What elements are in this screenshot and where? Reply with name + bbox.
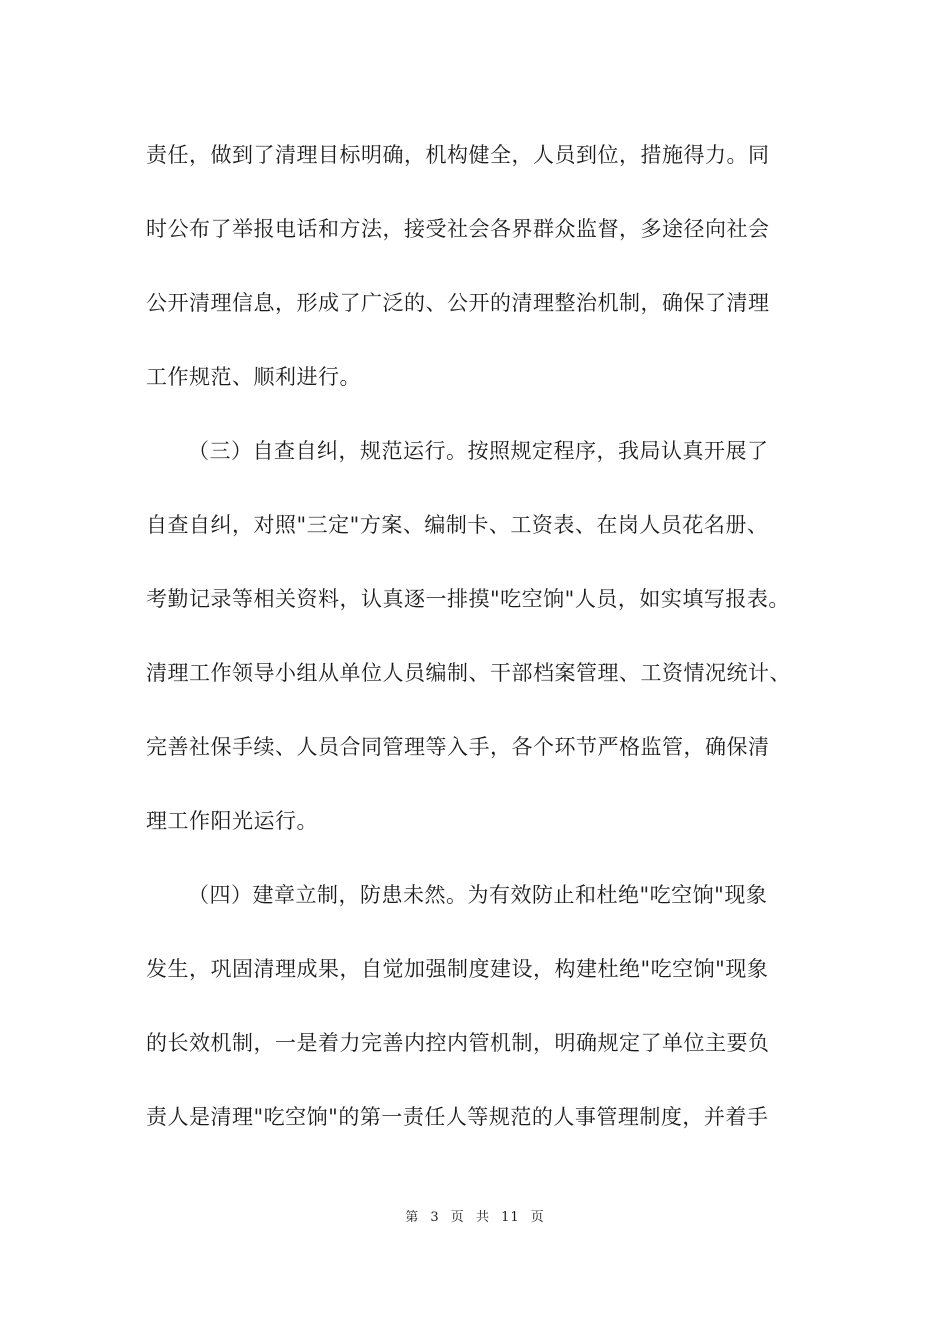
footer-prefix: 第	[405, 1210, 420, 1225]
footer-current-page: 3	[430, 1210, 440, 1225]
text-line: 公开清理信息，形成了广泛的、公开的清理整治机制，确保了清理	[146, 291, 770, 315]
text-line: 工作规范、顺利进行。	[146, 365, 361, 389]
section-heading-line: （三）自查自纠，规范运行。按照规定程序，我局认真开展了	[188, 439, 769, 463]
footer-suffix: 页	[530, 1210, 545, 1225]
text-line: 清理工作领导小组从单位人员编制、干部档案管理、工资情况统计、	[146, 661, 791, 685]
footer-total-pages: 11	[501, 1210, 520, 1225]
page-number-footer	[0, 1208, 950, 1228]
text-line: 自查自纠，对照"三定"方案、编制卡、工资表、在岗人员花名册、	[146, 513, 769, 537]
footer-total-word: 共	[475, 1210, 490, 1225]
text-line: 时公布了举报电话和方法，接受社会各界群众监督，多途径向社会	[146, 217, 770, 241]
text-line: 完善社保手续、人员合同管理等入手，各个环节严格监管，确保清	[146, 735, 770, 759]
text-line: 考勤记录等相关资料，认真逐一排摸"吃空饷"人员，如实填写报表。	[146, 587, 790, 611]
text-line: 发生，巩固清理成果，自觉加强制度建设，构建杜绝"吃空饷"现象	[146, 957, 769, 981]
text-line: 理工作阳光运行。	[146, 809, 318, 833]
text-line: 责人是清理"吃空饷"的第一责任人等规范的人事管理制度，并着手	[146, 1105, 769, 1129]
body-text	[146, 135, 836, 1171]
section-heading-line: （四）建章立制，防患未然。为有效防止和杜绝"吃空饷"现象	[188, 883, 768, 907]
text-line: 的长效机制，一是着力完善内控内管机制，明确规定了单位主要负	[146, 1031, 770, 1055]
footer-page-word: 页	[450, 1210, 465, 1225]
text-line: 责任，做到了清理目标明确，机构健全，人员到位，措施得力。同	[146, 143, 770, 167]
